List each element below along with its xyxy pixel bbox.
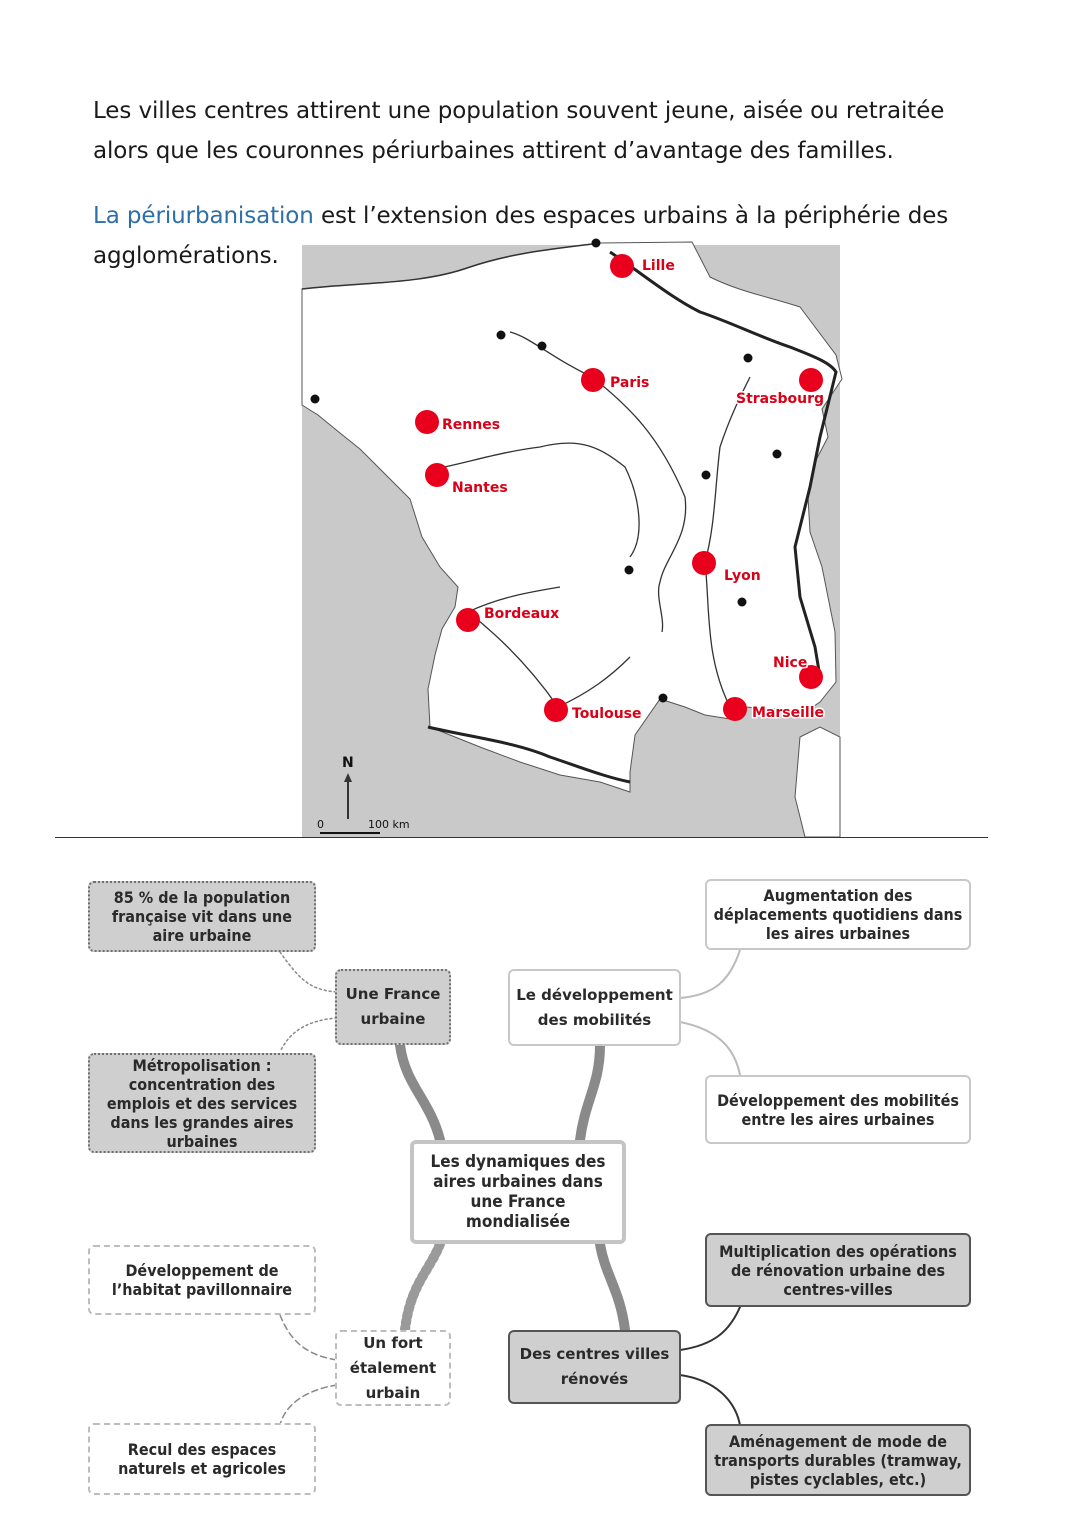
scale-zero: 0 xyxy=(317,818,324,831)
term-periurbanisation: La périurbanisation xyxy=(93,203,314,229)
city-label-marseille: Marseille xyxy=(752,705,825,721)
city-label-bordeaux: Bordeaux xyxy=(484,606,560,622)
city-label-strasbourg: Strasbourg xyxy=(736,391,824,407)
city-dot-bordeaux xyxy=(456,608,480,632)
city-dot-marseille xyxy=(723,697,747,721)
city-label-lille: Lille xyxy=(642,258,675,274)
france-map xyxy=(300,237,845,837)
city-dot-strasbourg xyxy=(799,368,823,392)
node-center-topic: Les dynamiques des aires urbaines dans une France mondialisée xyxy=(410,1140,626,1244)
node-recul-espaces: Recul des espaces naturels et agricoles xyxy=(88,1423,316,1495)
scale-label: 100 km xyxy=(368,818,410,831)
intro-paragraph-1: Les villes centres attirent une population souvent jeune, aisée ou retraitée alors que les couronnes périurbaines attirent d’avantage des familles. xyxy=(93,98,945,164)
city-label-rennes: Rennes xyxy=(442,417,501,433)
corsica-island xyxy=(795,727,840,837)
node-france-urbaine: Une France urbaine xyxy=(335,969,451,1045)
city-dot-nantes xyxy=(425,463,449,487)
north-label: N xyxy=(342,755,354,771)
city-label-nice: Nice xyxy=(773,655,808,671)
city-label-nantes: Nantes xyxy=(452,480,508,496)
section-divider xyxy=(55,837,988,838)
city-dot-toulouse xyxy=(544,698,568,722)
city-label-lyon: Lyon xyxy=(724,568,761,584)
definition-text: est l’extension des espaces urbains à la périphérie des agglomérations. xyxy=(93,203,949,269)
node-habitat-pavillonnaire: Développement de l’habitat pavillonnaire xyxy=(88,1245,316,1315)
city-dot-lyon xyxy=(692,551,716,575)
node-mobilites-aires: Développement des mobilités entre les aires urbaines xyxy=(705,1075,971,1144)
node-metropolisation: Métropolisation : concentration des emplois et des services dans les grandes aires urbaines xyxy=(88,1053,316,1153)
city-dot-rennes xyxy=(415,410,439,434)
node-mobilites: Le développement des mobilités xyxy=(508,969,681,1046)
city-dot-paris xyxy=(581,368,605,392)
node-renovation-urbaine: Multiplication des opérations de rénovation urbaine des centres-villes xyxy=(705,1233,971,1307)
node-transports-durables: Aménagement de mode de transports durables (tramway, pistes cyclables, etc.) xyxy=(705,1424,971,1496)
city-label-toulouse: Toulouse xyxy=(572,706,642,722)
node-etalement-urbain: Un fort étalement urbain xyxy=(335,1330,451,1406)
city-dot-lille xyxy=(610,254,634,278)
node-population-85: 85 % de la population française vit dans une aire urbaine xyxy=(88,881,316,952)
city-label-paris: Paris xyxy=(610,375,650,391)
node-augmentation-deplacements: Augmentation des déplacements quotidiens dans les aires urbaines xyxy=(705,879,971,950)
node-centres-villes: Des centres villes rénovés xyxy=(508,1330,681,1404)
